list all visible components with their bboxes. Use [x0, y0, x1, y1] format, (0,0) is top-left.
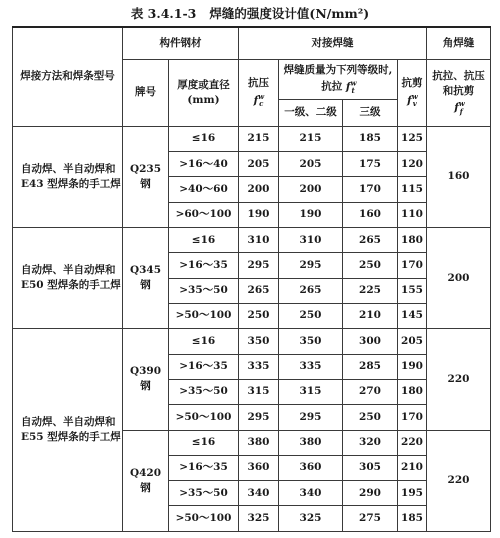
- steel-grade-cell: Q390 钢: [123, 329, 169, 430]
- shear-cell: 115: [398, 177, 427, 202]
- thickness-cell: >16～35: [169, 253, 239, 278]
- tension-level3-cell: 210: [343, 303, 398, 328]
- compression-cell: 190: [239, 202, 279, 227]
- shear-cell: 220: [398, 430, 427, 455]
- tension-level12-cell: 265: [279, 278, 343, 303]
- header-tension-symbol: $f^w_t$: [345, 78, 357, 95]
- shear-cell: 170: [398, 405, 427, 430]
- weld-method-cell: 自动焊、半自动焊和 E55 型焊条的手工焊: [13, 329, 123, 532]
- thickness-cell: >35～50: [169, 481, 239, 506]
- shear-cell: 180: [398, 379, 427, 404]
- compression-cell: 200: [239, 177, 279, 202]
- compression-cell: 340: [239, 481, 279, 506]
- tension-level12-cell: 310: [279, 228, 343, 253]
- tension-level12-cell: 325: [279, 506, 343, 532]
- tension-level3-cell: 250: [343, 253, 398, 278]
- thickness-cell: ≤16: [169, 430, 239, 455]
- thickness-cell: >16～35: [169, 455, 239, 480]
- weld-method-cell: 自动焊、半自动焊和 E43 型焊条的手工焊: [13, 126, 123, 227]
- thickness-cell: ≤16: [169, 329, 239, 354]
- steel-grade-cell: Q345 钢: [123, 228, 169, 329]
- fillet-strength-cell: 160: [427, 126, 491, 227]
- tension-level12-cell: 380: [279, 430, 343, 455]
- shear-cell: 120: [398, 152, 427, 177]
- header-row-1: [13, 27, 491, 59]
- header-thickness: 厚度或直径 (mm): [169, 59, 239, 126]
- thickness-cell: >50～100: [169, 506, 239, 532]
- tension-level12-cell: 295: [279, 405, 343, 430]
- shear-cell: 180: [398, 228, 427, 253]
- compression-cell: 325: [239, 506, 279, 532]
- table-row: [13, 228, 491, 253]
- header-shear-symbol: $f^w_v$: [407, 91, 418, 109]
- fillet-strength-cell: 200: [427, 228, 491, 329]
- shear-cell: 195: [398, 481, 427, 506]
- tension-level12-cell: 295: [279, 253, 343, 278]
- tension-level12-cell: 340: [279, 481, 343, 506]
- fillet-strength-cell: 220: [427, 329, 491, 430]
- thickness-cell: ≤16: [169, 126, 239, 151]
- tension-level3-cell: 290: [343, 481, 398, 506]
- steel-grade-cell: Q420 钢: [123, 430, 169, 532]
- tension-level3-cell: 170: [343, 177, 398, 202]
- compression-cell: 205: [239, 152, 279, 177]
- weld-method-cell: 自动焊、半自动焊和 E50 型焊条的手工焊: [13, 228, 123, 329]
- compression-cell: 380: [239, 430, 279, 455]
- shear-cell: 145: [398, 303, 427, 328]
- header-level-3: 三级: [343, 100, 398, 126]
- shear-cell: 190: [398, 354, 427, 379]
- header-compression: [239, 59, 279, 126]
- header-fillet-label: 抗拉、抗压和抗剪: [432, 69, 485, 97]
- tension-level3-cell: 265: [343, 228, 398, 253]
- thickness-cell: >40～60: [169, 177, 239, 202]
- compression-cell: 295: [239, 253, 279, 278]
- header-material: 构件钢材: [123, 27, 239, 59]
- header-shear-label: 抗剪: [401, 77, 423, 90]
- tension-level12-cell: 250: [279, 303, 343, 328]
- tension-level12-cell: 190: [279, 202, 343, 227]
- thickness-cell: >16～35: [169, 354, 239, 379]
- tension-level3-cell: 185: [343, 126, 398, 151]
- steel-grade-cell: Q235 钢: [123, 126, 169, 227]
- shear-cell: 205: [398, 329, 427, 354]
- compression-cell: 265: [239, 278, 279, 303]
- thickness-cell: ≤16: [169, 228, 239, 253]
- shear-cell: 210: [398, 455, 427, 480]
- shear-cell: 155: [398, 278, 427, 303]
- header-level-1-2: 一级、二级: [279, 100, 343, 126]
- header-compression-symbol: $f^w_c$: [253, 91, 265, 109]
- tension-level12-cell: 315: [279, 379, 343, 404]
- thickness-cell: >16～40: [169, 152, 239, 177]
- table-title: 表 3.4.1-3 焊缝的强度设计值(N/mm²): [130, 6, 370, 21]
- tension-level3-cell: 285: [343, 354, 398, 379]
- compression-cell: 350: [239, 329, 279, 354]
- header-butt-weld: 对接焊缝: [239, 27, 427, 59]
- weld-strength-table: [12, 26, 491, 532]
- header-method: 焊接方法和焊条型号: [13, 27, 123, 126]
- tension-level12-cell: 350: [279, 329, 343, 354]
- header-tension-label: 焊缝质量为下列等级时,抗拉: [283, 64, 393, 93]
- table-row: [13, 126, 491, 151]
- header-grade: 牌号: [123, 59, 169, 126]
- shear-cell: 110: [398, 202, 427, 227]
- tension-level3-cell: 225: [343, 278, 398, 303]
- tension-level12-cell: 205: [279, 152, 343, 177]
- tension-level3-cell: 275: [343, 506, 398, 532]
- header-fillet-strength: [427, 59, 491, 126]
- thickness-cell: >50～100: [169, 303, 239, 328]
- tension-level12-cell: 335: [279, 354, 343, 379]
- compression-cell: 315: [239, 379, 279, 404]
- header-tension: [279, 59, 398, 100]
- tension-level12-cell: 215: [279, 126, 343, 151]
- header-fillet-symbol: $f^w_f$: [454, 99, 465, 116]
- header-fillet-weld: 角焊缝: [427, 27, 491, 59]
- tension-level12-cell: 200: [279, 177, 343, 202]
- compression-cell: 310: [239, 228, 279, 253]
- shear-cell: 185: [398, 506, 427, 532]
- compression-cell: 360: [239, 455, 279, 480]
- header-shear: [398, 59, 427, 126]
- compression-cell: 215: [239, 126, 279, 151]
- thickness-cell: >50～100: [169, 405, 239, 430]
- shear-cell: 170: [398, 253, 427, 278]
- thickness-cell: >35～50: [169, 379, 239, 404]
- tension-level3-cell: 250: [343, 405, 398, 430]
- compression-cell: 250: [239, 303, 279, 328]
- tension-level12-cell: 360: [279, 455, 343, 480]
- thickness-cell: >60～100: [169, 202, 239, 227]
- tension-level3-cell: 160: [343, 202, 398, 227]
- tension-level3-cell: 320: [343, 430, 398, 455]
- tension-level3-cell: 305: [343, 455, 398, 480]
- compression-cell: 335: [239, 354, 279, 379]
- table-row: [13, 329, 491, 354]
- tension-level3-cell: 300: [343, 329, 398, 354]
- tension-level3-cell: 270: [343, 379, 398, 404]
- tension-level3-cell: 175: [343, 152, 398, 177]
- header-compression-label: 抗压: [248, 77, 269, 90]
- compression-cell: 295: [239, 405, 279, 430]
- shear-cell: 125: [398, 126, 427, 151]
- thickness-cell: >35～50: [169, 278, 239, 303]
- fillet-strength-cell: 220: [427, 430, 491, 532]
